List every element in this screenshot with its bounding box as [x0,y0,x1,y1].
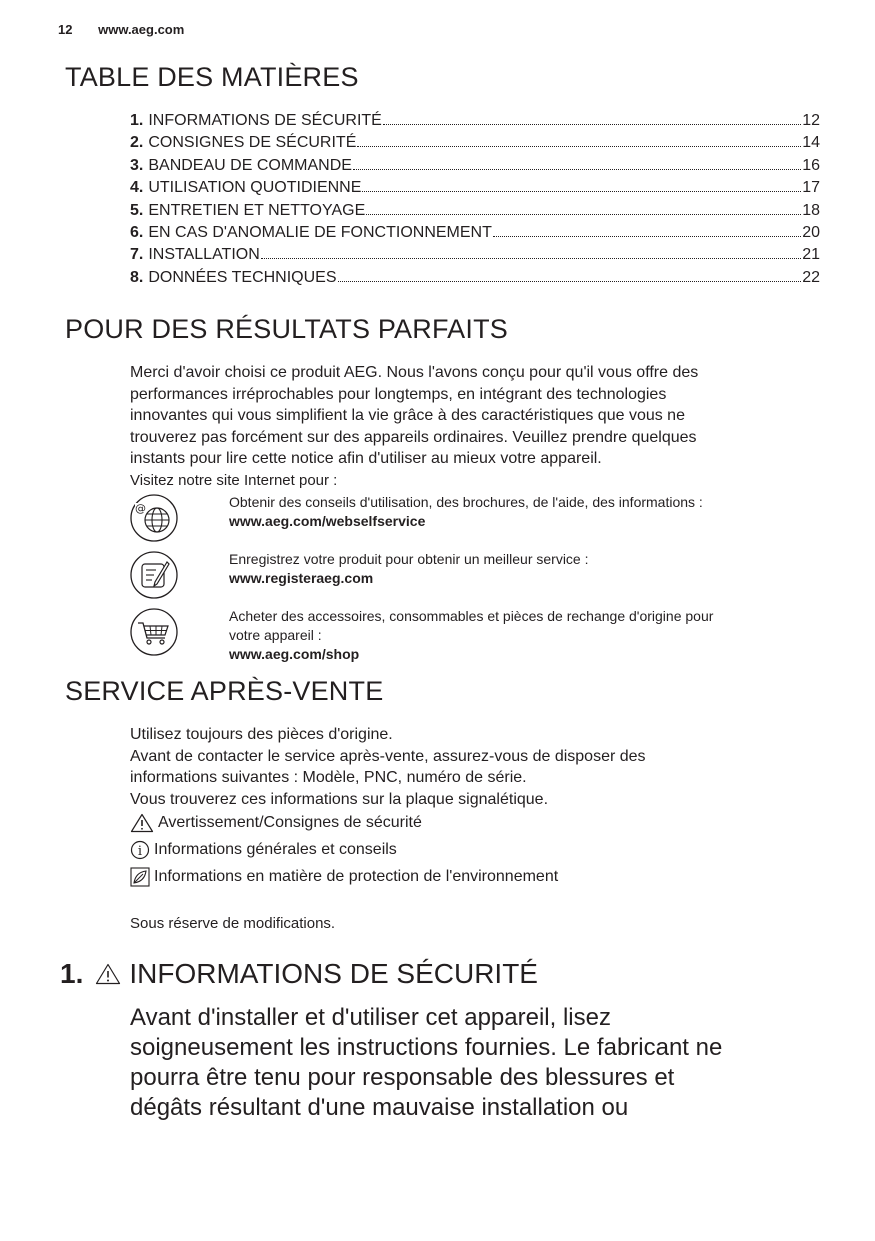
toc-leader [383,123,801,125]
toc-leader [362,190,801,192]
toc-item[interactable]: 8. DONNÉES TECHNIQUES 22 [130,267,820,289]
leaf-icon [130,867,150,887]
toc-item-label: EN CAS D'ANOMALIE DE FONCTIONNEMENT [148,224,492,242]
toc-item[interactable]: 1. INFORMATIONS DE SÉCURITÉ 12 [130,110,820,132]
after-sales-line: informations suivantes : Modèle, PNC, numéro de série. [130,769,527,786]
register-pen-icon [129,550,179,600]
after-sales-line: Utilisez toujours des pièces d'origine. [130,726,393,743]
toc-leader [493,235,801,237]
toc-item-label: ENTRETIEN ET NETTOYAGE [148,201,366,219]
intro-line: pourra être tenu pour responsable des blessures et [130,1064,675,1091]
after-sales-text [130,724,820,810]
toc-leader [261,257,801,259]
page-number: 12 [58,22,73,37]
service-link[interactable]: www.aeg.com/webselfservice [229,513,426,529]
section-1-intro [130,1003,820,1123]
intro-line: dégâts résultant d'une mauvaise installation ou [130,1094,629,1121]
page-header [58,22,184,37]
toc-leader [338,280,802,282]
visit-text: Visitez notre site Internet pour : [130,471,338,489]
toc-leader [357,145,801,147]
service-link[interactable]: www.registeraeg.com [229,570,374,586]
toc-item-page: 20 [802,224,820,242]
table-of-contents [130,110,820,289]
svg-text:@: @ [135,502,146,515]
shopping-cart-icon [129,607,179,657]
intro-line: Merci d'avoir choisi ce produit AEG. Nous l'avons conçu pour qu'il vous offre des [130,364,699,381]
toc-item-page: 16 [802,156,820,174]
website-link[interactable]: www.aeg.com [98,22,185,37]
toc-item-label: INFORMATIONS DE SÉCURITÉ [148,112,382,129]
results-title: POUR DES RÉSULTATS PARFAITS [65,314,508,344]
symbol-info [130,839,397,861]
toc-item[interactable]: 4. UTILISATION QUOTIDIENNE 17 [130,177,820,199]
after-sales-line: Vous trouverez ces informations sur la plaque signalétique. [130,790,549,808]
section-title: INFORMATIONS DE SÉCURITÉ [129,958,538,989]
toc-item[interactable]: 3. BANDEAU DE COMMANDE 16 [130,155,820,177]
toc-item-page: 17 [802,179,820,197]
symbol-label: Informations en matière de protection de l'environnement [154,868,559,885]
modifications-note: Sous réserve de modifications. [130,915,336,932]
intro-line: innovantes qui vous simplifient la vie grâce à des caractéristiques que vous ne [130,407,685,424]
results-intro [130,362,820,491]
toc-item-page: 18 [802,201,820,219]
symbol-environment [130,866,558,888]
symbol-label: Avertissement/Consignes de sécurité [158,814,422,831]
intro-line: Avant d'installer et d'utiliser cet appareil, lisez [130,1004,611,1031]
toc-item-label: INSTALLATION [148,246,260,264]
toc-leader [353,168,801,170]
toc-item[interactable]: 6. EN CAS D'ANOMALIE DE FONCTIONNEMENT 20 [130,222,820,244]
intro-line: performances irréprochables pour longtemps, en intégrant des technologies [130,385,667,403]
toc-item-page: 21 [802,246,820,264]
toc-item-label: BANDEAU DE COMMANDE [148,156,352,174]
service-link[interactable]: www.aeg.com/shop [229,646,360,662]
warning-triangle-icon [130,813,154,833]
globe-at-icon [129,493,179,543]
symbol-warning [130,812,422,834]
toc-item[interactable]: 7. INSTALLATION 21 [130,244,820,266]
toc-item[interactable]: 2. CONSIGNES DE SÉCURITÉ 14 [130,132,820,154]
toc-item-page: 14 [802,134,820,152]
intro-line: trouverez pas forcément sur des appareils ordinaires. Veuillez prendre quelques [130,428,697,446]
warning-triangle-icon [95,963,121,985]
toc-item-page: 22 [802,268,820,286]
svg-text:i: i [137,844,143,859]
service-text: Acheter des accessoires, consommables et pièces de rechange d'origine pour votre appareil : www.aeg.com/shop [229,607,819,664]
symbol-label: Informations générales et conseils [154,841,397,858]
after-sales-line: Avant de contacter le service après-vente, assurez-vous de disposer des [130,747,646,765]
toc-item-label: DONNÉES TECHNIQUES [148,268,337,286]
toc-item-page: 12 [802,112,820,129]
section-number: 1. [60,958,84,989]
intro-line: instants pour lire cette notice afin d'utiliser au mieux votre appareil. [130,450,602,467]
section-1-heading [60,958,538,990]
info-icon [130,840,150,860]
toc-item-label: CONSIGNES DE SÉCURITÉ [148,134,357,152]
intro-line: soigneusement les instructions fournies. Le fabricant ne [130,1034,723,1061]
toc-item[interactable]: 5. ENTRETIEN ET NETTOYAGE 18 [130,200,820,222]
service-text: Enregistrez votre produit pour obtenir un meilleur service : www.registeraeg.com [229,550,819,588]
after-sales-title: SERVICE APRÈS-VENTE [65,676,384,706]
toc-leader [366,213,801,215]
service-text: Obtenir des conseils d'utilisation, des brochures, de l'aide, des informations : www.aeg.com/webselfservice [229,493,819,531]
toc-title: TABLE DES MATIÈRES [65,62,359,92]
toc-item-label: UTILISATION QUOTIDIENNE [148,179,362,197]
